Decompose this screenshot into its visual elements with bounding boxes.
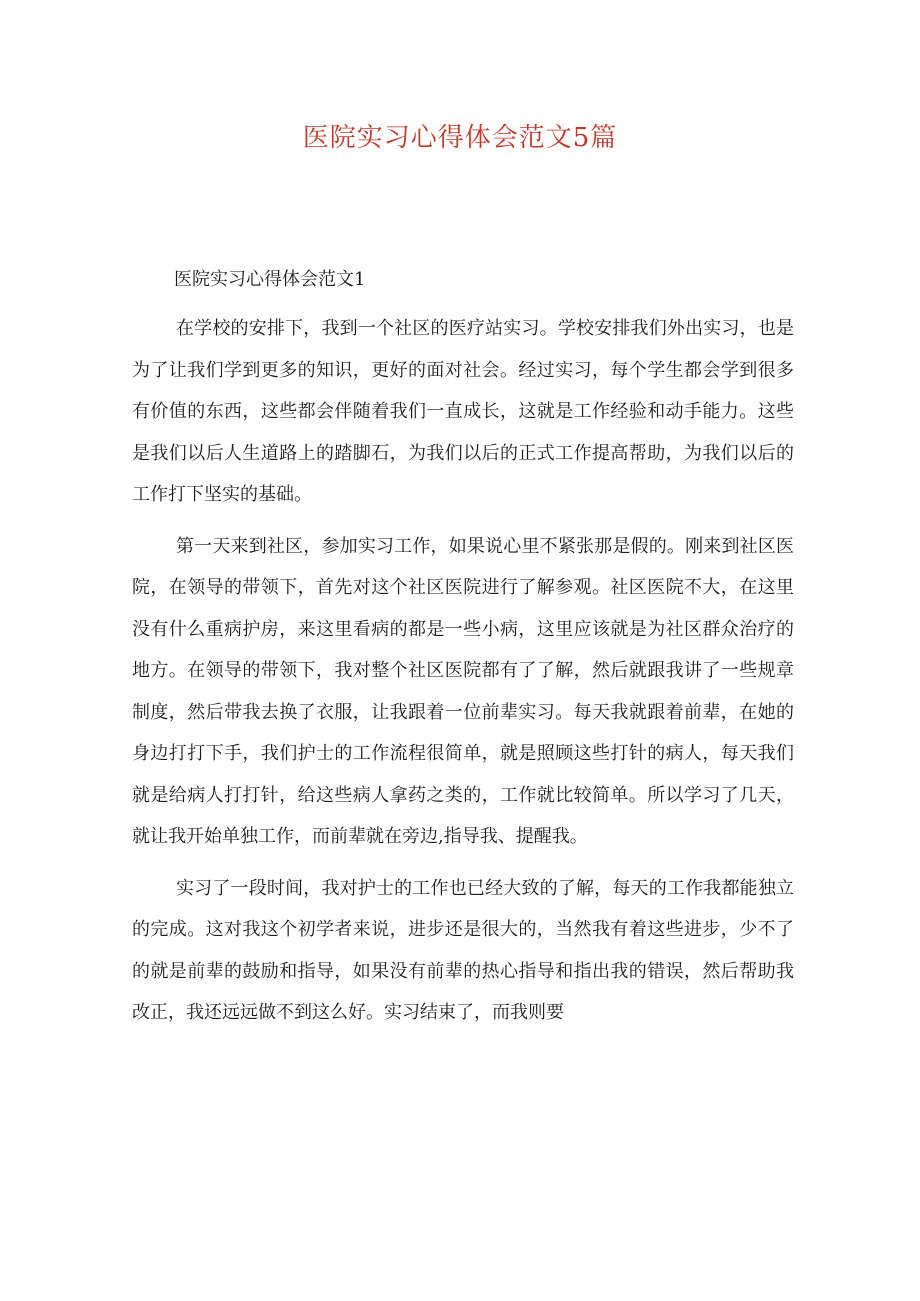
document-title: 医院实习心得体会范文5篇 bbox=[302, 123, 618, 153]
section-heading: 医院实习心得体会范文1 bbox=[174, 269, 366, 290]
paragraph-1: 在学校的安排下，我到一个社区的医疗站实习。学校安排我们外出实习，也是为了让我们学到更多的知识，更好的面对社会。经过实习，每个学生都会学到很多有价值的东西，这些都会伴随着我们一直成长，这就是工作经验和动手能力。这些是我们以后人生道路上的踏脚石，为我们以后的正式工作提高帮助，为我们以后的工作打下坚实的基础。 bbox=[132, 318, 794, 505]
document-body bbox=[132, 262, 794, 1034]
paragraph-2: 第一天来到社区，参加实习工作，如果说心里不紧张那是假的。刚来到社区医院，在领导的带领下，首先对这个社区医院进行了解参观。社区医院不大，在这里没有什么重病护房，来这里看病的都是一些小病，这里应该就是为社区群众治疗的地方。在领导的带领下，我对整个社区医院都有了了解，然后就跟我讲了一些规章制度，然后带我去换了衣服，让我跟着一位前辈实习。每天我就跟着前辈，在她的身边打打下手，我们护士的工作流程很简单，就是照顾这些打针的病人，每天我们就是给病人打打针，给这些病人拿药之类的，工作就比较简单。所以学习了几天，就让我开始单独工作，而前辈就在旁边,指导我、提醒我。 bbox=[132, 535, 794, 847]
paragraph-3: 实习了一段时间，我对护士的工作也已经大致的了解，每天的工作我都能独立的完成。这对我这个初学者来说，进步还是很大的，当然我有着这些进步，少不了的就是前辈的鼓励和指导，如果没有前辈的热心指导和指出我的错误，然后帮助我改正，我还远远做不到这么好。实习结束了，而我则要 bbox=[132, 877, 794, 1023]
